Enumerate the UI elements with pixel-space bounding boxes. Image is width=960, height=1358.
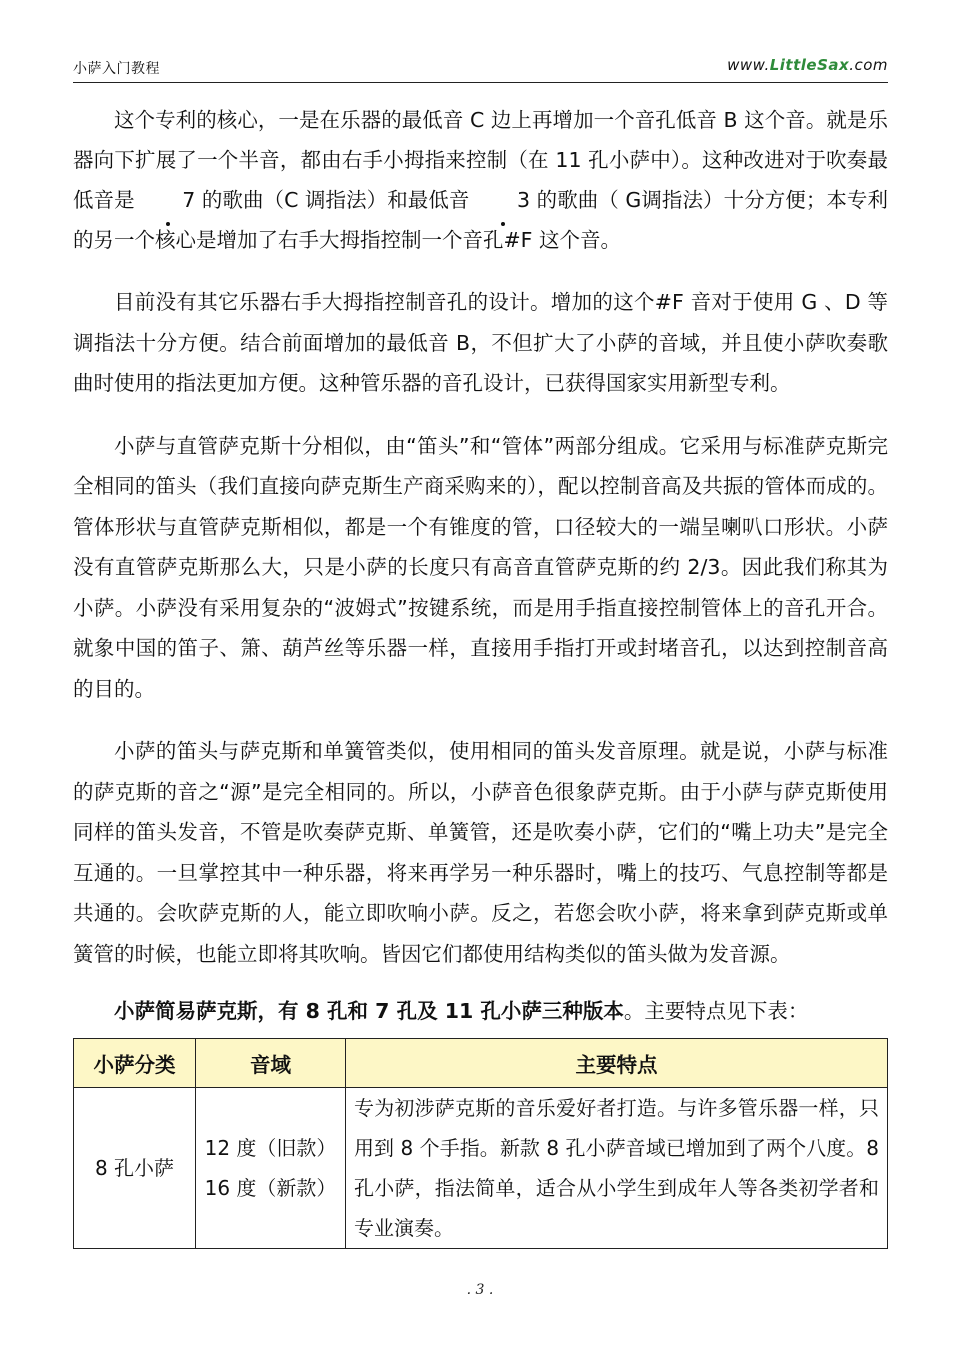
paragraph-structure: 小萨与直管萨克斯十分相似，由“笛头”和“管体”两部分组成。它采用与标准萨克斯完全相同的笛头（我们直接向萨克斯生产商采购来的），配以控制音高及共振的管体而成的。管体形状与直管萨克斯相似，都是一个有锥度的管，口径较大的一端呈喇叭口形状。小萨没有直管萨克斯那么大，只是小萨的长度只有高音直管萨克斯的约 2/3。因此我们称其为小萨。小萨没有采用复杂的“波姆式”按键系统，而是用手指直接控制管体上的音孔开合。就象中国的笛子、箫、葫芦丝等乐器一样，直接用手指打开或封堵音孔，以达到控制音高的目的。 [73,433,888,701]
table-intro-bold: 小萨简易萨克斯，有 8 孔和 7 孔及 11 孔小萨三种版本 [114,999,624,1023]
header-category: 小萨分类 [74,1039,196,1088]
header-title: 小萨入门教程 [73,61,160,77]
header-features: 主要特点 [346,1039,888,1088]
cell-range: 12 度（旧款）16 度（新款） [196,1088,346,1249]
table-header-row [74,1039,888,1088]
header-site-url[interactable]: www.LittleSax.com [727,56,888,74]
table-row [74,1088,888,1249]
page-header [73,56,888,83]
low-note-three: 3 [476,180,530,220]
version-table [73,1038,888,1249]
site-brand-sax: Sax [817,56,850,74]
cell-features: 专为初涉萨克斯的音乐爱好者打造。与许多管乐器一样，只用到 8 个手指。新款 8 孔小萨音域已增加到了两个八度。8 孔小萨，指法简单，适合从小学生到成年人等各类初学者和专业演奏。 [346,1088,888,1249]
page-number: . 3 . [466,1282,494,1298]
header-range: 音域 [196,1039,346,1088]
table-intro: 小萨简易萨克斯，有 8 孔和 7 孔及 11 孔小萨三种版本。主要特点见下表： [114,999,809,1023]
page-content [73,100,888,1249]
paragraph-patent-core: 这个专利的核心，一是在乐器的最低音 C 边上再增加一个音孔低音 B 这个音。就是乐器向下扩展了一个半音，都由右手小拇指来控制（在 11 孔小萨中）。这种改进对于吹奏最低音是 7 的歌曲（C 调指法）和最低音 3 的歌曲（ G调指法）十分方便；本专利的另一个核心是增加了右手大拇指控制一个音孔#F 这个音。 [73,108,888,252]
low-note-seven: 7 [141,180,195,220]
paragraph-thumb-hole: 目前没有其它乐器右手大拇指控制音孔的设计。增加的这个#F 音对于使用 G 、D 等调指法十分方便。结合前面增加的最低音 B，不但扩大了小萨的音域，并且使小萨吹奏歌曲时使用的指法更加方便。这种管乐器的音孔设计，已获得国家实用新型专利。 [73,290,888,395]
site-brand-little: Little [769,56,818,74]
paragraph-mouthpiece: 小萨的笛头与萨克斯和单簧管类似，使用相同的笛头发音原理。就是说，小萨与标准的萨克斯的音之“源”是完全相同的。所以，小萨音色很象萨克斯。由于小萨与萨克斯使用同样的笛头发音，不管是吹奏萨克斯、单簧管，还是吹奏小萨，它们的“嘴上功夫”是完全互通的。一旦掌控其中一种乐器，将来再学另一种乐器时，嘴上的技巧、气息控制等都是共通的。会吹萨克斯的人，能立即吹响小萨。反之，若您会吹小萨，将来拿到萨克斯或单簧管的时候，也能立即将其吹响。皆因它们都使用结构类似的笛头做为发音源。 [73,739,888,966]
cell-category: 8 孔小萨 [74,1088,196,1249]
